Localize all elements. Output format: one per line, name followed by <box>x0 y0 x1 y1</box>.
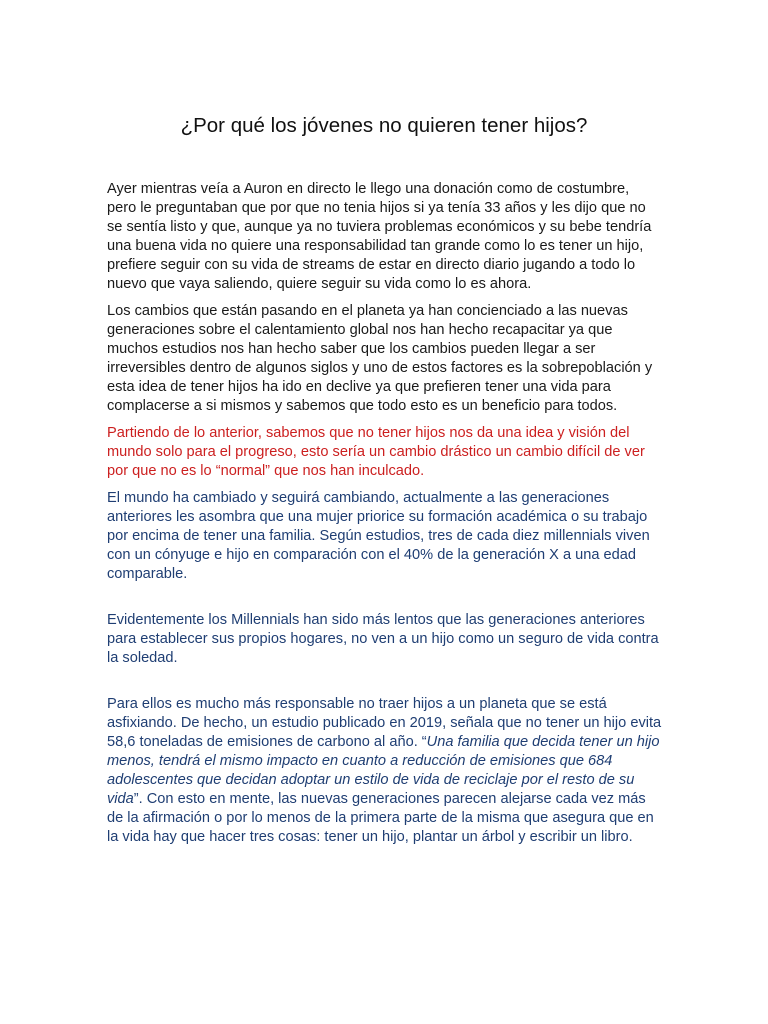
paragraph-emissions-text-after: ”. Con esto en mente, las nuevas generaciones parecen alejarse cada vez más de la afirmación o por lo menos de la primera parte de la misma que asegura que en la vida hay que hacer tres cosas: tener un hijo, plantar un árbol y escribir un libro. <box>107 791 654 845</box>
paragraph-millennials-homes: Evidentemente los Millennials han sido más lentos que las generaciones anteriores para establecer sus propios hogares, no ven a un hijo como un seguro de vida contra la soledad. <box>107 612 659 666</box>
paragraph-generations-changed: El mundo ha cambiado y seguirá cambiando, actualmente a las generaciones anteriores les asombra que una mujer priorice su formación académica o su trabajo por encima de tener una familia. Según estudios, tres de cada diez millennials viven con un cónyuge e hijo en comparación con el 40% de la generación X a una edad comparable. <box>107 490 650 582</box>
paragraph-auron-donation: Ayer mientras veía a Auron en directo le llego una donación como de costumbre, pero le preguntaban que por que no tenia hijos si ya tenía 33 años y les dijo que no se sentía listo y que, aunque ya no tuviera problemas económicos y su bebe tendría una buena vida no quiere una responsabilidad tan grande como lo es tener un hijo, prefiere seguir con su vida de streams de estar en directo diario jugando a todo lo nuevo que vaya saliendo, quiere seguir su vida como lo es ahora. <box>107 181 652 292</box>
paragraph-emissions-text-before: Para ellos es mucho más responsable no traer hijos a un planeta que se está asfixiando. De hecho, un estudio publicado en 2019, señala que no tener un hijo evita 58,6 toneladas de emisiones de carbono al año. “ <box>107 696 662 750</box>
document-body <box>107 180 662 847</box>
paragraph-climate-change: Los cambios que están pasando en el planeta ya han concienciado a las nuevas generaciones sobre el calentamiento global nos han hecho recapacitar ya que muchos estudios nos han hecho saber que los cambios pueden llegar a ser irreversibles dentro de algunos siglos y uno de estos factores es la sobrepoblación y esta idea de tener hijos ha ido en declive ya que prefieren tener una vida para complacerse a si mismos y sabemos que todo esto es un beneficio para todos. <box>107 303 653 414</box>
paragraph-emissions-study <box>107 695 662 847</box>
document-title: ¿Por qué los jóvenes no quieren tener hijos? <box>180 114 588 137</box>
emissions-quote: Una familia que decida tener un hijo menos, tendrá el mismo impacto en cuanto a reducción de emisiones que 684 adolescentes que decidan adoptar un estilo de vida de reciclaje por el resto de su vida <box>107 734 660 807</box>
paragraph-progress-vision: Partiendo de lo anterior, sabemos que no tener hijos nos da una idea y visión del mundo solo para el progreso, esto sería un cambio drástico un cambio difícil de ver por que no es lo “normal” que nos han inculcado. <box>107 425 645 479</box>
